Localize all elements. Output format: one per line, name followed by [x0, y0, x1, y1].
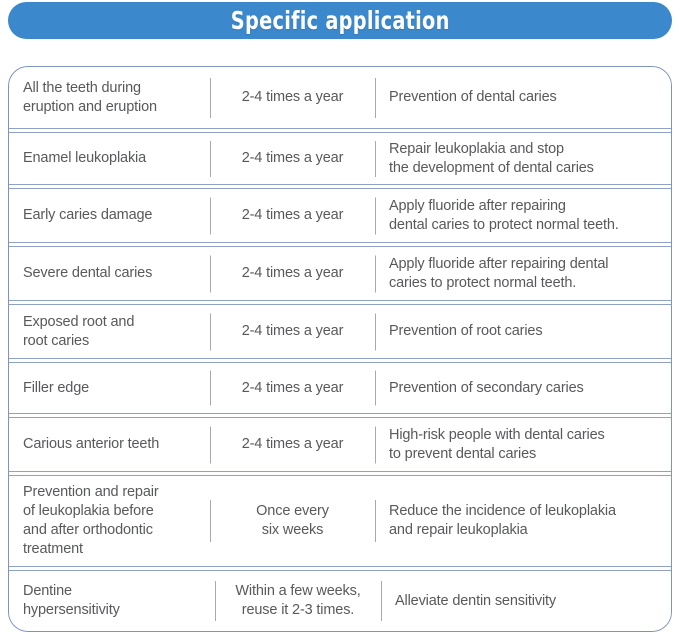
table-row — [8, 66, 672, 129]
indication-cell — [9, 305, 210, 358]
text-line: and repair leukoplakia — [389, 522, 528, 538]
text-line: Apply fluoride after repairing — [389, 197, 566, 214]
text-line: 2-4 times a year — [241, 323, 344, 339]
column-divider — [210, 255, 211, 292]
column-divider — [210, 371, 211, 406]
table-row — [8, 304, 672, 359]
text-line: 2-4 times a year — [241, 207, 344, 223]
text-line: root caries — [23, 332, 90, 349]
text-line: Enamel leukoplakia — [23, 150, 147, 166]
purpose-cell — [375, 476, 672, 566]
column-divider — [375, 255, 376, 292]
column-divider — [210, 78, 211, 118]
text-line: Alleviate dentin sensitivity — [395, 592, 557, 609]
column-divider — [210, 313, 211, 350]
text-line: the development of dental caries — [389, 159, 594, 176]
text-line: Repair leukoplakia and stop — [389, 140, 564, 157]
indication-cell — [9, 247, 210, 300]
table-row — [8, 362, 672, 414]
frequency-cell — [210, 247, 375, 300]
text-line: 2-4 times a year — [241, 436, 344, 452]
text-line: Prevention and repair — [23, 484, 159, 500]
column-divider — [381, 581, 382, 621]
text-line: 2-4 times a year — [241, 150, 344, 166]
text-line: 2-4 times a year — [241, 379, 344, 396]
indication-cell — [9, 133, 210, 184]
text-line: High-risk people with dental caries — [389, 426, 605, 443]
text-line: Apply fluoride after repairing dental — [389, 255, 609, 272]
indication-cell — [9, 571, 215, 631]
column-divider — [375, 500, 376, 542]
table-row — [8, 132, 672, 185]
column-divider — [375, 197, 376, 234]
column-divider — [375, 141, 376, 177]
text-line: Prevention of secondary caries — [389, 379, 584, 396]
table-row — [8, 417, 672, 472]
indication-cell — [9, 189, 210, 242]
table-row — [8, 570, 672, 632]
purpose-cell — [375, 67, 672, 128]
text-line: Early caries damage — [23, 207, 153, 223]
text-line: treatment — [23, 541, 83, 557]
column-divider — [210, 197, 211, 234]
frequency-cell — [210, 189, 375, 242]
text-line: 2-4 times a year — [241, 265, 344, 281]
table-body — [8, 66, 672, 632]
table-row — [8, 188, 672, 243]
purpose-cell — [375, 133, 672, 184]
indication-cell — [9, 363, 210, 413]
header-banner — [8, 2, 672, 39]
purpose-cell — [375, 363, 672, 413]
column-divider — [375, 78, 376, 118]
text-line: reuse it 2-3 times. — [241, 602, 355, 618]
text-line: six weeks — [261, 522, 324, 538]
indication-cell — [9, 418, 210, 471]
purpose-cell — [375, 305, 672, 358]
frequency-cell — [215, 571, 381, 631]
purpose-cell — [381, 571, 672, 631]
column-divider — [215, 581, 216, 621]
text-line: All the teeth during — [23, 79, 141, 96]
indication-cell — [9, 67, 210, 128]
column-divider — [210, 426, 211, 463]
frequency-cell — [210, 305, 375, 358]
column-divider — [375, 371, 376, 406]
text-line: Carious anterior teeth — [23, 436, 160, 452]
text-line: 2-4 times a year — [241, 89, 344, 105]
text-line: hypersensitivity — [23, 602, 120, 618]
frequency-cell — [210, 418, 375, 471]
purpose-cell — [375, 189, 672, 242]
column-divider — [375, 426, 376, 463]
page-title: Specific application — [230, 6, 450, 35]
text-line: Prevention of dental caries — [389, 89, 557, 105]
text-line: Filler edge — [23, 379, 90, 396]
text-line: Once every — [256, 503, 329, 519]
purpose-cell — [375, 247, 672, 300]
table-row — [8, 475, 672, 567]
text-line: dental caries to protect normal teeth. — [389, 216, 619, 233]
column-divider — [210, 141, 211, 177]
column-divider — [375, 313, 376, 350]
column-divider — [210, 500, 211, 542]
text-line: Prevention of root caries — [389, 323, 543, 339]
purpose-cell — [375, 418, 672, 471]
frequency-cell — [210, 67, 375, 128]
text-line: to prevent dental caries — [389, 445, 537, 462]
text-line: Reduce the incidence of leukoplakia — [389, 503, 616, 519]
text-line: caries to protect normal teeth. — [389, 274, 577, 291]
frequency-cell — [210, 363, 375, 413]
text-line: Exposed root and — [23, 313, 135, 330]
frequency-cell — [210, 476, 375, 566]
text-line: Within a few weeks, — [235, 583, 361, 599]
text-line: of leukoplakia before — [23, 503, 154, 519]
text-line: eruption and eruption — [23, 98, 157, 115]
text-line: Dentine — [23, 583, 72, 599]
frequency-cell — [210, 133, 375, 184]
table-row — [8, 246, 672, 301]
text-line: Severe dental caries — [23, 265, 153, 281]
text-line: and after orthodontic — [23, 522, 153, 538]
application-table — [8, 66, 672, 632]
indication-cell — [9, 476, 210, 566]
